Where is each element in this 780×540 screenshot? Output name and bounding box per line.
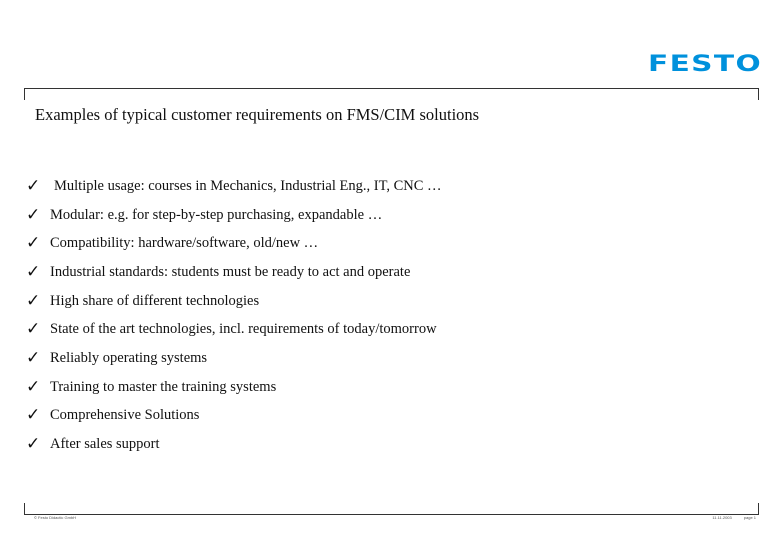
checkmark-icon: ✓ [26, 376, 41, 397]
requirement-text: High share of different technologies [50, 292, 260, 309]
footer-copyright: © Festo Didactic GmbH [34, 515, 77, 520]
requirement-text: Reliably operating systems [50, 349, 208, 366]
list-item [26, 172, 442, 201]
footer-meta [712, 515, 756, 520]
list-item [26, 229, 442, 258]
requirement-text: Industrial standards: students must be ready to act and operate [50, 263, 411, 280]
requirement-text: Compatibility: hardware/software, old/new … [50, 235, 319, 252]
requirement-text: After sales support [50, 436, 160, 453]
header-rule-left-tick [24, 88, 25, 100]
list-item [26, 258, 442, 287]
list-item [26, 344, 442, 373]
checkmark-icon: ✓ [26, 434, 41, 455]
footer-rule-left-tick [24, 503, 25, 514]
list-item [26, 430, 442, 459]
checkmark-icon: ✓ [26, 175, 41, 196]
festo-logo [648, 52, 762, 74]
slide-title: Examples of typical customer requirements on FMS/CIM solutions [35, 105, 480, 124]
checkmark-icon: ✓ [26, 261, 41, 282]
list-item [26, 315, 442, 344]
requirement-text: Comprehensive Solutions [50, 407, 200, 424]
checkmark-icon: ✓ [26, 233, 41, 254]
list-item [26, 373, 442, 402]
requirements-list [26, 172, 442, 459]
requirement-text: State of the art technologies, incl. requirements of today/tomorrow [50, 321, 437, 338]
requirement-text: Training to master the training systems [50, 378, 277, 395]
footer-rule [24, 514, 759, 515]
footer-rule-right-tick [758, 503, 759, 514]
list-item [26, 402, 442, 431]
footer-date: 11.11.2003 [712, 515, 732, 520]
list-item [26, 287, 442, 316]
festo-logo-text: FESTO [648, 52, 762, 74]
requirement-text: Multiple usage: courses in Mechanics, Industrial Eng., IT, CNC … [54, 177, 442, 194]
checkmark-icon: ✓ [26, 290, 41, 311]
list-item [26, 201, 442, 230]
header-rule-right-tick [758, 88, 759, 100]
checkmark-icon: ✓ [26, 319, 41, 340]
header-rule [24, 88, 759, 89]
checkmark-icon: ✓ [26, 204, 41, 225]
requirement-text: Modular: e.g. for step-by-step purchasing, expandable … [50, 206, 383, 223]
checkmark-icon: ✓ [26, 405, 41, 426]
checkmark-icon: ✓ [26, 347, 41, 368]
footer-page-number: page 1 [743, 515, 756, 520]
